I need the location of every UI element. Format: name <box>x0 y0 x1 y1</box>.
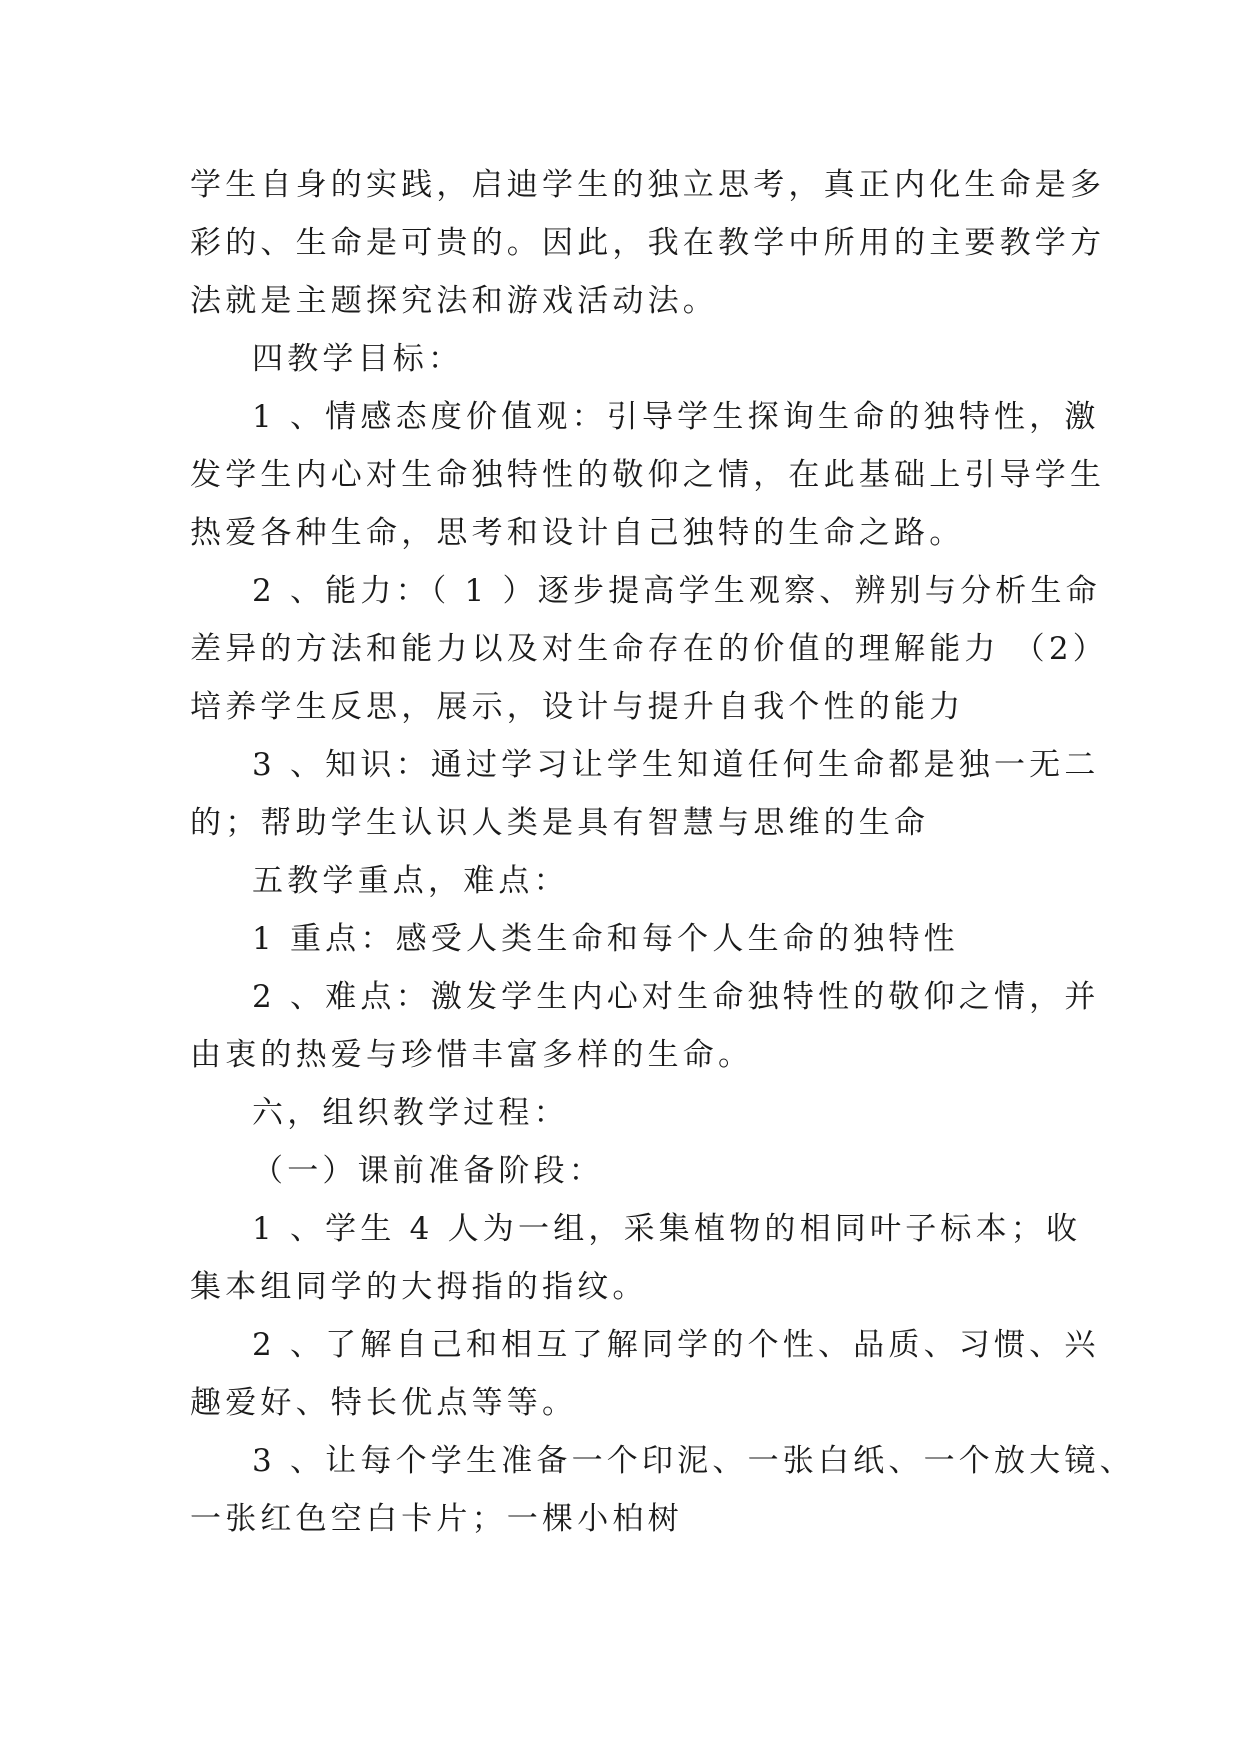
text-line: 法就是主题探究法和游戏活动法。 <box>190 283 718 319</box>
text-line: 的；帮助学生认识人类是具有智慧与思维的生命 <box>190 805 930 841</box>
text-line: 培养学生反思，展示，设计与提升自我个性的能力 <box>190 689 965 725</box>
section-heading: 五教学重点，难点： <box>252 863 569 899</box>
text-line: 2 、难点：激发学生内心对生命独特性的敬仰之情，并 <box>252 979 1100 1015</box>
section-heading: 四教学目标： <box>252 341 464 377</box>
subsection-heading: （一）课前准备阶段： <box>252 1153 604 1189</box>
text-line: 彩的、生命是可贵的。因此，我在教学中所用的主要教学方 <box>190 225 1106 261</box>
text-line: 2 、能力：（ 1 ）逐步提高学生观察、辨别与分析生命 <box>252 573 1101 609</box>
text-line: 1 、学生 4 人为一组，采集植物的相同叶子标本；收 <box>252 1211 1082 1247</box>
text-line: 发学生内心对生命独特性的敬仰之情，在此基础上引导学生 <box>190 457 1106 493</box>
section-heading: 六，组织教学过程： <box>252 1095 569 1131</box>
text-line: 由衷的热爱与珍惜丰富多样的生命。 <box>190 1037 754 1073</box>
text-line: 集本组同学的大拇指的指纹。 <box>190 1269 648 1305</box>
text-line: 1 重点：感受人类生命和每个人生命的独特性 <box>252 921 959 957</box>
text-line: 趣爱好、特长优点等等。 <box>190 1385 578 1421</box>
text-line: 3 、让每个学生准备一个印泥、一张白纸、一个放大镜、 <box>252 1443 1135 1479</box>
text-line: 2 、了解自己和相互了解同学的个性、品质、习惯、兴 <box>252 1327 1100 1363</box>
text-line: 1 、情感态度价值观：引导学生探询生命的独特性，激 <box>252 399 1100 435</box>
text-line: 热爱各种生命，思考和设计自己独特的生命之路。 <box>190 515 965 551</box>
text-line: 学生自身的实践，启迪学生的独立思考，真正内化生命是多 <box>190 167 1106 203</box>
text-line: 一张红色空白卡片；一棵小柏树 <box>190 1501 683 1537</box>
text-line: 差异的方法和能力以及对生命存在的价值的理解能力 （2） <box>190 631 1108 667</box>
text-line: 3 、知识：通过学习让学生知道任何生命都是独一无二 <box>252 747 1100 783</box>
